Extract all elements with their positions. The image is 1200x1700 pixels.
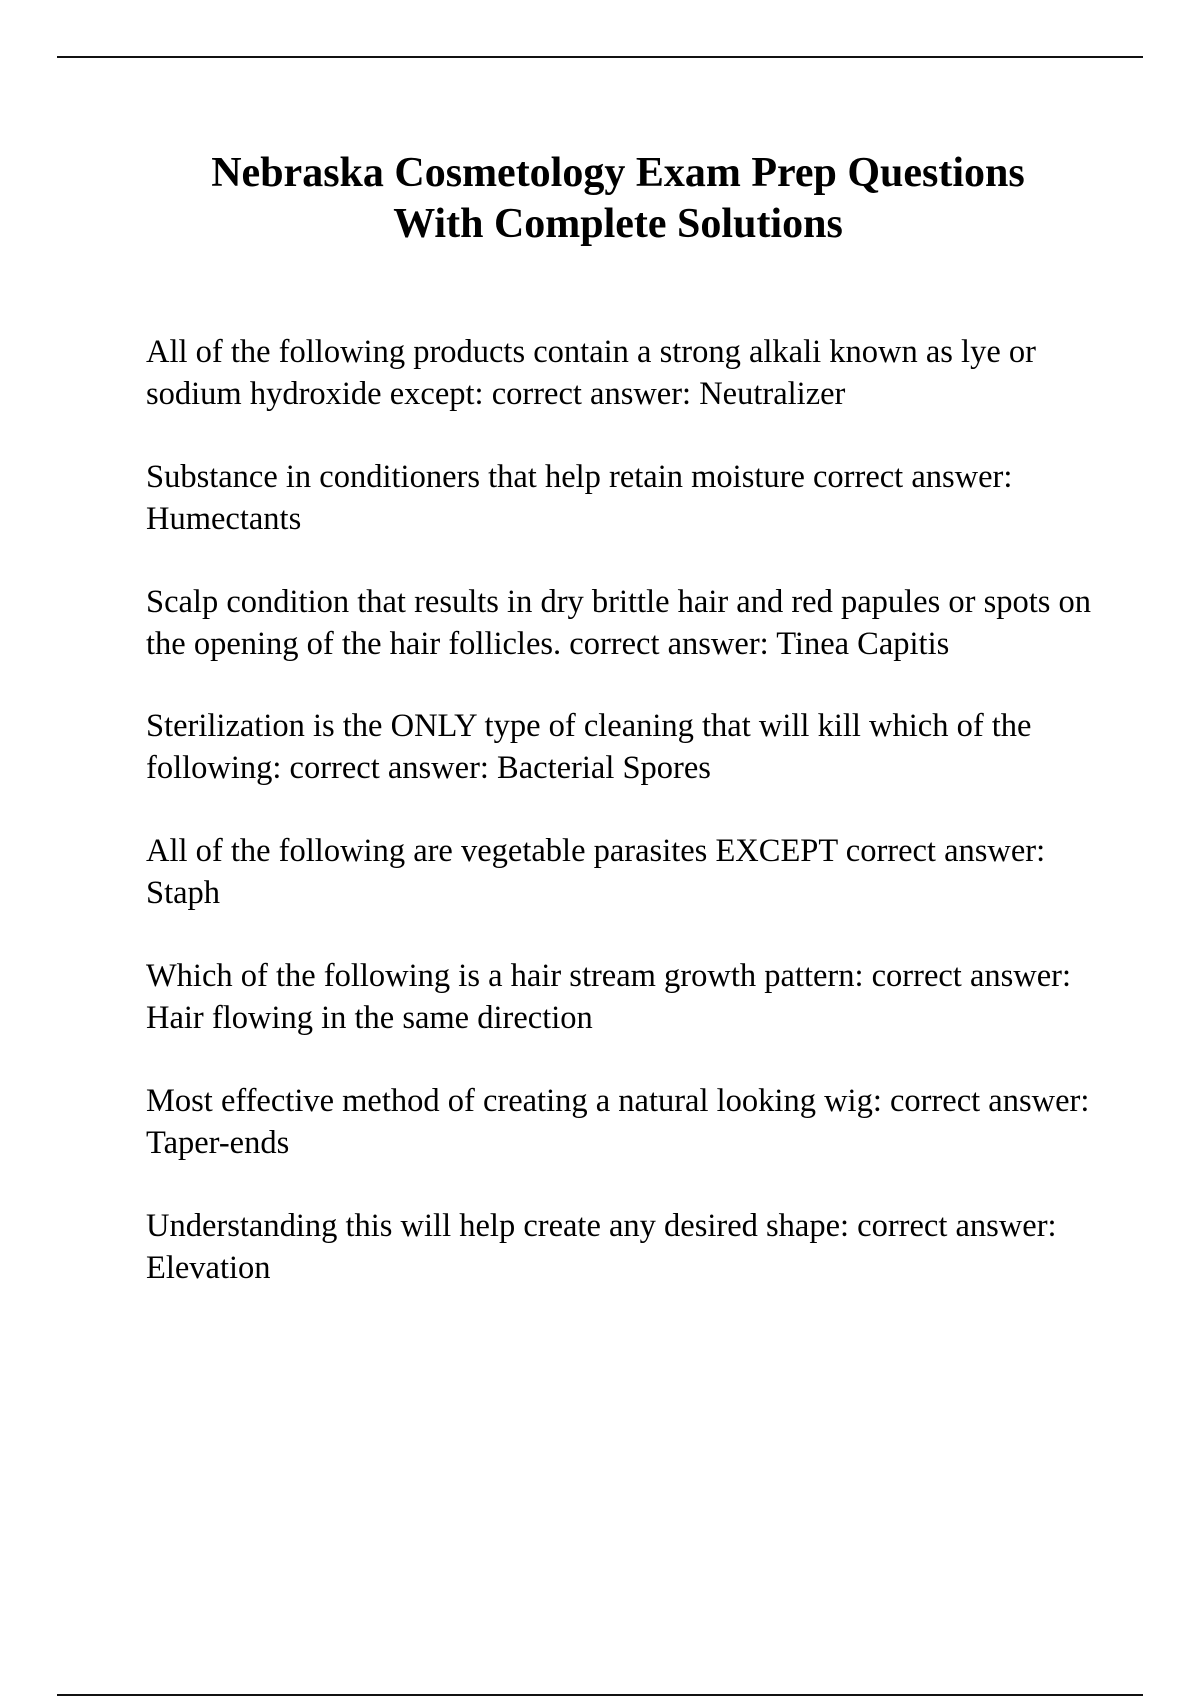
bottom-divider (57, 1694, 1143, 1696)
title-line-1: Nebraska Cosmetology Exam Prep Questions (211, 150, 1025, 196)
qa-item: Sterilization is the ONLY type of cleaning that will kill which of the following: correct answer: Bacterial Spores (146, 708, 1032, 786)
title-line-2: With Complete Solutions (393, 201, 843, 247)
qa-item: Understanding this will help create any desired shape: correct answer: Elevation (146, 1208, 1057, 1286)
top-divider (57, 56, 1143, 58)
qa-item: Substance in conditioners that help retain moisture correct answer: Humectants (146, 459, 1013, 537)
qa-list (146, 331, 1106, 1330)
qa-item: Scalp condition that results in dry brittle hair and red papules or spots on the opening of the hair follicles. correct answer: Tinea Capitis (146, 584, 1092, 662)
qa-item: All of the following products contain a strong alkali known as lye or sodium hydroxide except: correct answer: Neutralizer (146, 334, 1036, 412)
page-title (0, 148, 1200, 250)
qa-item: Which of the following is a hair stream growth pattern: correct answer: Hair flowing in the same direction (146, 958, 1072, 1036)
qa-item: Most effective method of creating a natural looking wig: correct answer: Taper-ends (146, 1083, 1090, 1161)
qa-item: All of the following are vegetable parasites EXCEPT correct answer: Staph (146, 833, 1046, 911)
